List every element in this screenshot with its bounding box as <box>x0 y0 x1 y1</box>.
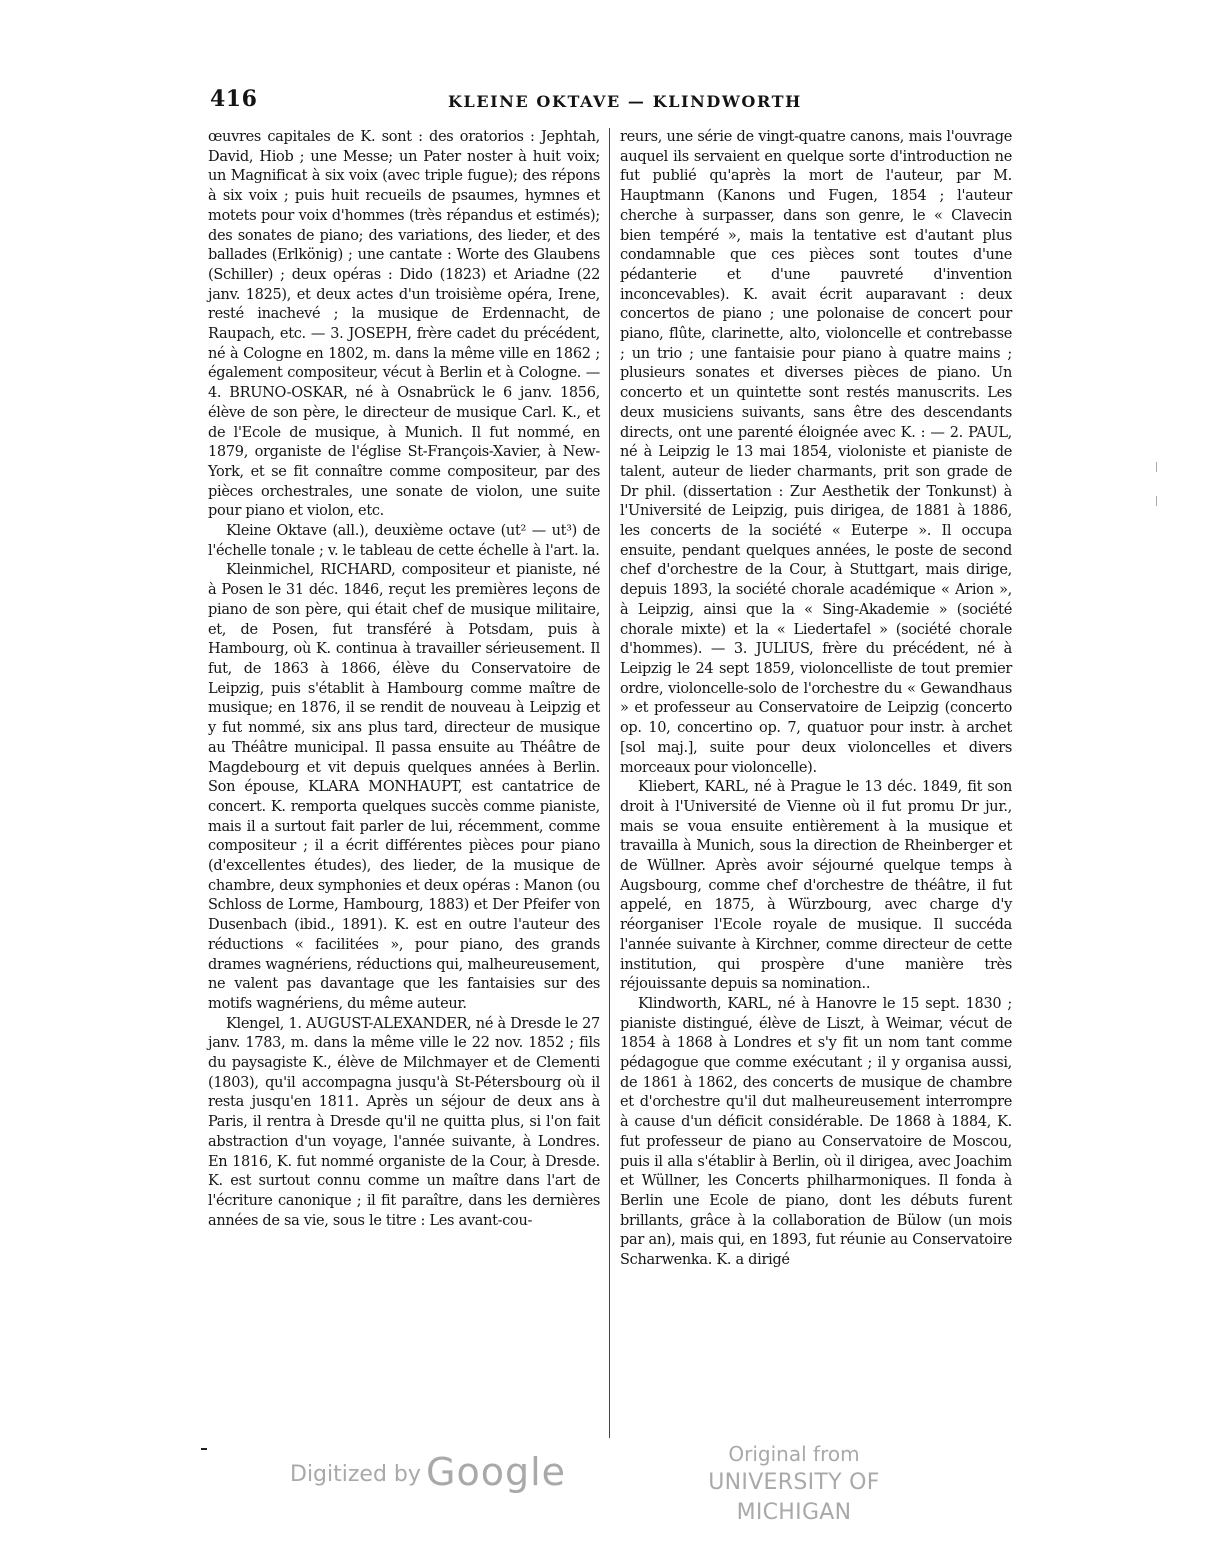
paragraph-oeuvres: œuvres capitales de K. sont : des oratorios : Jephtah, David, Hiob ; une Messe; un Pater noster à huit voix; un Magnificat à six voix (avec triple fugue); des répons à six voix ; puis huit recueils de psaumes, hymnes et motets pour voix d'hommes (très répandus et estimés); des sonates de piano; des variations, des lieder, et des ballades (Erlkönig) ; une cantate : Worte des Glaubens (Schiller) ; deux opéras : Dido (1823) et Ariadne (22 janv. 1825), et deux actes d'un troisième opéra, Irene, resté inachevé ; la musique de Erdennacht, de Raupach, etc. — 3. JOSEPH, frère cadet du précédent, né à Cologne en 1802, m. dans la même ville en 1862 ; également compositeur, vécut à Berlin et à Cologne. — 4. BRUNO-OSKAR, né à Osnabrück le 6 janv. 1856, élève de son père, le directeur de musique Carl. K., et de l'Ecole de musique, à Munich. Il fut nommé, en 1879, organiste de l'église St-François-Xavier, à New-York, et se fit connaître comme compositeur, par des pièces orchestrales, une sonate de violon, une suite pour piano et violon, etc. <box>208 129 600 520</box>
digitized-by-google <box>290 1450 566 1494</box>
right-column <box>620 128 1012 1271</box>
edge-mark <box>1156 462 1157 472</box>
page-header <box>208 84 1008 120</box>
entry-kleine-oktave: Kleine Oktave (all.), deuxième octave (ut² — ut³) de l'échelle tonale ; v. le tableau de cette échelle à l'art. la. <box>208 523 600 559</box>
paragraph-klengel-continued: reurs, une série de vingt-quatre canons, mais l'ouvrage auquel ils servaient en quelque sorte d'introduction ne fut publié qu'après la mort de l'auteur, par M. Hauptmann (Kanons und Fugen, 1854 ; l'auteur cherche à surpasser, dans son genre, le « Clavecin bien tempéré », mais la tentative est d'autant plus condamnable que ces pièces sont toutes d'une pédanterie et d'une pauvreté d'invention inconcevables). K. avait écrit auparavant : deux concertos de piano ; une polonaise de concert pour piano, flûte, clarinette, alto, violoncelle et contrebasse ; un trio ; une fantaisie pour piano à quatre mains ; plusieurs sonates et diverses pièces de piano. Un concerto et un quintette sont restés manuscrits. Les deux musiciens suivants, sans être des descendants directs, ont une parenté éloignée avec K. : — 2. PAUL, né à Leipzig le 13 mai 1854, violoniste et pianiste de talent, auteur de lieder charmants, prit son grade de Dr phil. (dissertation : Zur Aesthetik der Tonkunst) à l'Université de Leipzig, puis dirigea, de 1881 à 1886, les concerts de la société « Euterpe ». Il occupa ensuite, pendant quelques années, le poste de second chef d'orchestre de la Cour, à Stuttgart, mais dirige, depuis 1893, la société chorale académique « Arion », à Leipzig, ainsi que la « Sing-Akademie » (société chorale mixte) et la « Liedertafel » (société chorale d'hommes). — 3. JULIUS, frère du précédent, né à Leipzig le 24 sept 1859, violoncelliste de tout premier ordre, violoncelle-solo de l'orchestre du « Gewandhaus » et professeur au Conservatoire de Leipzig (concerto op. 10, concertino op. 7, quatuor pour instr. à archet [sol maj.], suite pour deux violoncelles et divers morceaux pour violoncelle). <box>620 129 1012 776</box>
entry-kleinmichel: Kleinmichel, RICHARD, compositeur et pianiste, né à Posen le 31 déc. 1846, reçut les premières leçons de piano de son père, qui était chef de musique militaire, et, de Posen, fut transféré à Potsdam, puis à Hambourg, où K. continua à travailler sérieusement. Il fut, de 1863 à 1866, élève du Conservatoire de Leipzig, puis s'établit à Hambourg comme maître de musique; en 1876, il se rendit de nouveau à Leipzig et y fut nommé, six ans plus tard, directeur de musique au Théâtre municipal. Il passa ensuite au Théâtre de Magdebourg et vit depuis quelques années à Berlin. Son épouse, KLARA MONHAUPT, est cantatrice de concert. K. remporta quelques succès comme pianiste, mais il a surtout fait parler de lui, récemment, comme compositeur ; il a écrit différentes pièces pour piano (d'excellentes études), des lieder, de la musique de chambre, deux symphonies et deux opéras : Manon (ou Schloss de Lorme, Hambourg, 1883) et Der Pfeifer von Dusenbach (ibid., 1891). K. est en outre l'auteur des réductions « facilitées », pour piano, des grands drames wagnériens, réductions qui, malheureusement, ne valent pas davantage que les fantaisies sur des motifs wagnériens, du même auteur. <box>208 562 600 1012</box>
footer-watermark <box>0 1440 1207 1525</box>
entry-klengel: Klengel, 1. AUGUST-ALEXANDER, né à Dresde le 27 janv. 1783, m. dans la même ville le 22 nov. 1852 ; fils du paysagiste K., élève de Milchmayer et de Clementi (1803), qu'il accompagna jusqu'à St-Pétersbourg où il resta jusqu'en 1811. Après un séjour de deux ans à Paris, il rentra à Dresde qu'il ne quitta plus, si l'on fait abstraction d'un voyage, l'année suivante, à Londres. En 1816, K. fut nommé organiste de la Cour, à Dresde. K. est surtout connu comme un maître dans l'art de l'écriture canonique ; il fit paraître, dans les dernières années de sa vie, sous le titre : Les avant-cou- <box>208 1015 600 1229</box>
university-name: UNIVERSITY OF MICHIGAN <box>708 1470 880 1525</box>
page-number: 416 <box>210 86 258 112</box>
left-column <box>208 128 600 1231</box>
original-from: Original from <box>728 1442 860 1466</box>
entry-klindworth: Klindworth, KARL, né à Hanovre le 15 sept. 1830 ; pianiste distingué, élève de Liszt, à Weimar, vécut de 1854 à 1868 à Londres et s'y fit un nom tant comme pédagogue que comme exécutant ; il y organisa aussi, de 1861 à 1862, des concerts de musique de chambre et d'orchestre qu'il dut malheureusement interrompre à cause d'un déficit considérable. De 1868 à 1884, K. fut professeur de piano au Conservatoire de Moscou, puis il alla s'établir à Berlin, où il dirigea, avec Joachim et Wüllner, les Concerts philharmoniques. Il fonda à Berlin une Ecole de piano, dont les débuts furent brillants, grâce à la collaboration de Bülow (un mois par an), mais qui, en 1893, fut réunie au Conservatoire Scharwenka. K. a dirigé <box>620 995 1012 1269</box>
running-title: KLEINE OKTAVE — KLINDWORTH <box>448 92 802 111</box>
edge-mark <box>1156 496 1157 506</box>
google-logo: Google <box>426 1450 567 1494</box>
column-divider <box>609 128 610 1438</box>
original-source <box>668 1440 920 1528</box>
digitized-prefix: Digitized by <box>290 1462 421 1487</box>
entry-kliebert: Kliebert, KARL, né à Prague le 13 déc. 1849, fit son droit à l'Université de Vienne où il fut promu Dr jur., mais se voua ensuite entièrement à la musique et travailla à Munich, sous la direction de Rheinberger et de Wüllner. Après avoir séjourné quelque temps à Augsbourg, comme chef d'orchestre de théâtre, il fut appelé, en 1875, à Würzbourg, avec charge d'y réorganiser l'Ecole royale de musique. Il succéda l'année suivante à Kirchner, comme directeur de cette institution, qui prospère d'une manière très réjouissante depuis sa nomination.. <box>620 779 1012 993</box>
